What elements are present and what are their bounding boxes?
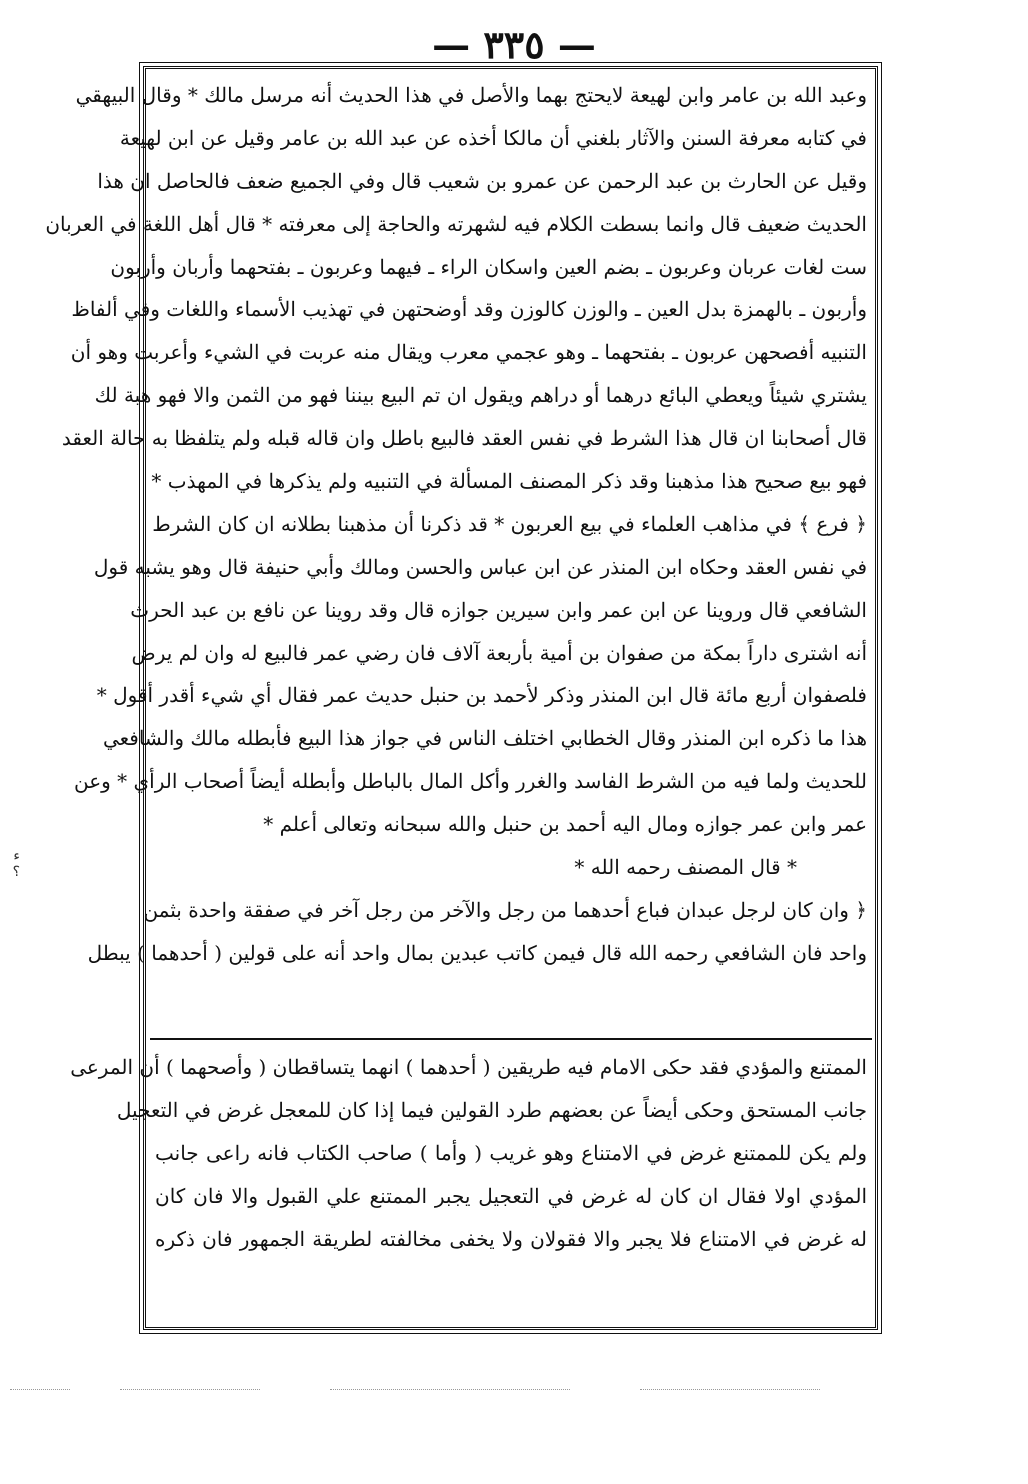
text-line: وقيل عن الحارث بن عبد الرحمن عن عمرو بن شعيب قال وفي الجميع ضعف فالحاصل ان هذا [97,168,867,193]
footnote-line: له غرض في الامتناع فلا يجبر والا فقولان ولا يخفى مخالفته لطريقة الجمهور فان ذكره [155,1227,867,1251]
footnote-line: ولم يكن للممتنع غرض في الامتناع وهو غريب ( وأما ) صاحب الكتاب فانه راعى جانب [155,1141,867,1165]
footnote-line: جانب المستحق وحكى أيضاً عن بعضهم طرد القولين فيما إذا كان للمعجل غرض في التعجيل [116,1098,867,1122]
scan-artifact [10,1389,70,1392]
footnote-text-block [70,1046,867,1316]
text-line: وعبد الله بن عامر وابن لهيعة لايحتج بهما والأصل في هذا الحديث أنه مرسل مالك * وقال البيهقي [75,83,867,107]
text-line: وأربون ـ بالهمزة بدل العين ـ والوزن كالوزن وقد أوضحتهن في تهذيب الأسماء واللغات وفي ألفاظ [71,297,867,322]
text-line: فلصفوان أربع مائة قال ابن المنذر وذكر لأحمد بن حنبل حديث عمر فقال أي شيء أقدر أقول * [96,683,867,708]
scan-artifact [330,1389,570,1392]
text-line: التنبيه أفصحهن عربون ـ بفتحهما ـ وهو عجمي معرب ويقال منه عربت في الشيء وأعربت وهو أن [70,340,867,365]
text-line: الشافعي قال وروينا عن ابن عمر وابن سيرين جوازه قال وقد روينا عن نافع بن عبد الحرث [130,597,867,622]
text-line: هذا ما ذكره ابن المنذر وقال الخطابي اختلف الناس في جواز هذا البيع فأبطله مالك والشافعي [102,726,867,751]
text-line: في نفس العقد وحكاه ابن المنذر عن ابن عباس والحسن ومالك وأبي حنيفة قال وهو يشبه قول [93,554,867,579]
text-line: للحديث ولما فيه من الشرط الفاسد والغرر وأكل المال بالباطل وأبطله أيضاً أصحاب الرأي * وعن [74,769,867,794]
scan-artifact [120,1389,260,1392]
text-line: فهو بيع صحيح هذا مذهبنا وقد ذكر المصنف المسألة في التنبيه ولم يذكرها في المهذب * [151,469,867,494]
author-heading-line: * قال المصنف رحمه الله * [574,855,797,880]
scan-artifact [640,1389,820,1392]
text-line: الحديث ضعيف قال وانما بسطت الكلام فيه لشهرته والحاجة إلى معرفته * قال أهل اللغة في العربان [45,211,867,236]
text-line: في كتابه معرفة السنن والآثار بلغني أن مالكا أخذه عن عبد الله بن عامر وقيل عن ابن لهيعة [119,125,867,150]
text-line: أنه اشترى داراً بمكة من صفوان بن أمية بأربعة آلاف فان رضي عمر فالبيع له وان لم يرض [131,640,867,665]
text-line: واحد فان الشافعي رحمه الله قال فيمن كاتب عبدين بمال واحد أنه على قولين ( أحدهما ) يبطل [87,940,867,965]
margin-marks: ء ؟ [12,848,20,880]
text-line: عمر وابن عمر جوازه ومال اليه أحمد بن حنبل والله سبحانه وتعالى أعلم * [263,812,867,837]
text-line: ﴿ وان كان لرجل عبدان فباع أحدهما من رجل والآخر من رجل آخر في صفقة واحدة بثمن [143,897,867,922]
page-number: — ٣٣٥ — [432,22,596,67]
footnote-separator [150,1038,872,1040]
footnote-line: الممتنع والمؤدي فقد حكى الامام فيه طريقين ( أحدهما ) انهما يتساقطان ( وأصحهما ) أن المرعى [70,1055,867,1079]
main-text-block [45,74,867,1018]
text-line: يشتري شيئاً ويعطي البائع درهما أو دراهم ويقول ان تم البيع بيننا فهو من الثمن والا فهو هبة لك [94,383,867,408]
text-line: ست لغات عربان وعربون ـ بضم العين واسكان الراء ـ فيهما وعربون ـ بفتحهما وأربان وأربون [110,254,867,279]
section-heading-line: ﴿ فرع ﴾ في مذاهب العلماء في بيع العربون * قد ذكرنا أن مذهبنا بطلانه ان كان الشرط [152,511,867,536]
text-line: قال أصحابنا ان قال هذا الشرط في نفس العقد فالبيع باطل وان قاله قبله ولم يتلفظا به حالة العقد [61,426,867,451]
footnote-line: المؤدي اولا فقال ان كان له غرض في التعجيل يجبر الممتنع علي القبول والا فان كان [155,1184,867,1208]
